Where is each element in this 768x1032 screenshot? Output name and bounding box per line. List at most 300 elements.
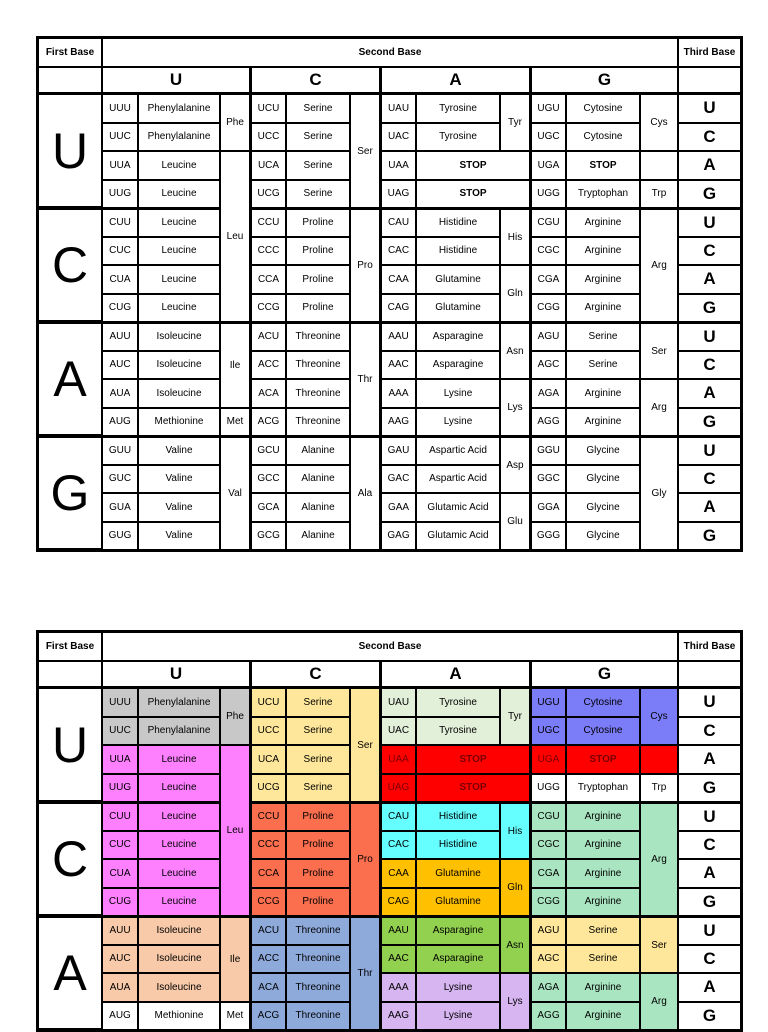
second-base-a: A bbox=[380, 661, 530, 688]
codon-ugg: UGG bbox=[530, 774, 566, 803]
third-base-g: G bbox=[678, 408, 741, 437]
codon-cgc: CGC bbox=[530, 831, 566, 860]
abbr-arg: Arg bbox=[640, 208, 678, 322]
codon-aca: ACA bbox=[250, 379, 286, 408]
amino-acid-gga: Glycine bbox=[566, 493, 640, 522]
amino-acid-auc: Isoleucine bbox=[138, 351, 220, 380]
codon-ccg: CCG bbox=[250, 888, 286, 917]
abbr-ile: Ile bbox=[220, 322, 250, 408]
third-base-a: A bbox=[678, 745, 741, 774]
amino-acid-ggu: Glycine bbox=[566, 436, 640, 465]
codon-ggu: GGU bbox=[530, 436, 566, 465]
codon-gga: GGA bbox=[530, 493, 566, 522]
second-base-c: C bbox=[250, 67, 380, 94]
codon-cgu: CGU bbox=[530, 208, 566, 237]
abbr-cys: Cys bbox=[640, 688, 678, 745]
amino-acid-cag: Glutamine bbox=[416, 294, 500, 323]
codon-auc: AUC bbox=[102, 945, 138, 974]
amino-acid-ugc: Cytosine bbox=[566, 717, 640, 746]
codon-cgg: CGG bbox=[530, 294, 566, 323]
third-base-empty bbox=[678, 661, 741, 688]
codon-cag: CAG bbox=[380, 888, 416, 917]
codon-cgc: CGC bbox=[530, 237, 566, 266]
amino-acid-ccu: Proline bbox=[286, 208, 350, 237]
third-base-a: A bbox=[678, 379, 741, 408]
codon-ugc: UGC bbox=[530, 123, 566, 152]
abbr-gln: Gln bbox=[500, 265, 530, 322]
codon-table-colored bbox=[36, 630, 743, 1032]
codon-ugg: UGG bbox=[530, 180, 566, 209]
first-base-u: U bbox=[38, 94, 102, 208]
abbr-asn: Asn bbox=[500, 322, 530, 379]
amino-acid-uuu: Phenylalanine bbox=[138, 94, 220, 123]
amino-acid-agc: Serine bbox=[566, 945, 640, 974]
amino-acid-uau: Tyrosine bbox=[416, 94, 500, 123]
amino-acid-ccg: Proline bbox=[286, 888, 350, 917]
amino-acid-aaa: Lysine bbox=[416, 973, 500, 1002]
amino-acid-aag: Lysine bbox=[416, 408, 500, 437]
amino-acid-aua: Isoleucine bbox=[138, 379, 220, 408]
abbr-lys: Lys bbox=[500, 379, 530, 436]
third-base-g: G bbox=[678, 1002, 741, 1031]
codon-cuc: CUC bbox=[102, 237, 138, 266]
codon-uug: UUG bbox=[102, 180, 138, 209]
codon-acc: ACC bbox=[250, 945, 286, 974]
codon-ccu: CCU bbox=[250, 802, 286, 831]
codon-acg: ACG bbox=[250, 408, 286, 437]
amino-acid-ccc: Proline bbox=[286, 237, 350, 266]
codon-aca: ACA bbox=[250, 973, 286, 1002]
codon-gca: GCA bbox=[250, 493, 286, 522]
codon-agg: AGG bbox=[530, 1002, 566, 1031]
amino-acid-aug: Methionine bbox=[138, 1002, 220, 1031]
amino-acid-cgc: Arginine bbox=[566, 831, 640, 860]
abbr-his: His bbox=[500, 802, 530, 859]
abbr-gln: Gln bbox=[500, 859, 530, 916]
amino-acid-aau: Asparagine bbox=[416, 916, 500, 945]
codon-cua: CUA bbox=[102, 859, 138, 888]
second-base-c: C bbox=[250, 661, 380, 688]
codon-uuu: UUU bbox=[102, 94, 138, 123]
amino-acid-uag: STOP bbox=[416, 180, 530, 209]
third-base-a: A bbox=[678, 265, 741, 294]
amino-acid-uau: Tyrosine bbox=[416, 688, 500, 717]
abbr-lys: Lys bbox=[500, 973, 530, 1030]
codon-ggg: GGG bbox=[530, 522, 566, 551]
codon-aaa: AAA bbox=[380, 973, 416, 1002]
codon-aua: AUA bbox=[102, 973, 138, 1002]
amino-acid-uga: STOP bbox=[566, 151, 640, 180]
second-base-u: U bbox=[102, 661, 250, 688]
third-base-header: Third Base bbox=[678, 632, 741, 661]
amino-acid-cgg: Arginine bbox=[566, 888, 640, 917]
amino-acid-agg: Arginine bbox=[566, 408, 640, 437]
amino-acid-cca: Proline bbox=[286, 859, 350, 888]
codon-uau: UAU bbox=[380, 688, 416, 717]
codon-cac: CAC bbox=[380, 831, 416, 860]
codon-cug: CUG bbox=[102, 888, 138, 917]
codon-gcg: GCG bbox=[250, 522, 286, 551]
codon-cug: CUG bbox=[102, 294, 138, 323]
abbr-ser: Ser bbox=[640, 322, 678, 379]
amino-acid-cug: Leucine bbox=[138, 294, 220, 323]
amino-acid-gac: Aspartic Acid bbox=[416, 465, 500, 494]
codon-auc: AUC bbox=[102, 351, 138, 380]
codon-aac: AAC bbox=[380, 945, 416, 974]
codon-aga: AGA bbox=[530, 379, 566, 408]
codon-uuc: UUC bbox=[102, 123, 138, 152]
amino-acid-ggg: Glycine bbox=[566, 522, 640, 551]
abbr-leu: Leu bbox=[220, 745, 250, 916]
amino-acid-gau: Aspartic Acid bbox=[416, 436, 500, 465]
amino-acid-cuu: Leucine bbox=[138, 802, 220, 831]
codon-aaa: AAA bbox=[380, 379, 416, 408]
third-base-a: A bbox=[678, 151, 741, 180]
amino-acid-uaa: STOP bbox=[416, 745, 530, 774]
amino-acid-cuc: Leucine bbox=[138, 237, 220, 266]
third-base-c: C bbox=[678, 351, 741, 380]
amino-acid-aag: Lysine bbox=[416, 1002, 500, 1031]
amino-acid-uug: Leucine bbox=[138, 774, 220, 803]
amino-acid-guu: Valine bbox=[138, 436, 220, 465]
codon-cuu: CUU bbox=[102, 802, 138, 831]
abbr-thr: Thr bbox=[350, 916, 380, 1030]
amino-acid-ugu: Cytosine bbox=[566, 94, 640, 123]
amino-acid-gca: Alanine bbox=[286, 493, 350, 522]
abbr-arg: Arg bbox=[640, 973, 678, 1030]
amino-acid-acu: Threonine bbox=[286, 322, 350, 351]
amino-acid-gcg: Alanine bbox=[286, 522, 350, 551]
abbr-cys: Cys bbox=[640, 94, 678, 151]
codon-cau: CAU bbox=[380, 208, 416, 237]
codon-aau: AAU bbox=[380, 916, 416, 945]
second-base-empty bbox=[38, 67, 102, 94]
first-base-a: A bbox=[38, 322, 102, 436]
third-base-u: U bbox=[678, 802, 741, 831]
codon-ucu: UCU bbox=[250, 688, 286, 717]
codon-gua: GUA bbox=[102, 493, 138, 522]
amino-acid-gcc: Alanine bbox=[286, 465, 350, 494]
amino-acid-ucu: Serine bbox=[286, 94, 350, 123]
codon-uaa: UAA bbox=[380, 151, 416, 180]
codon-ucg: UCG bbox=[250, 774, 286, 803]
amino-acid-cua: Leucine bbox=[138, 859, 220, 888]
amino-acid-uuc: Phenylalanine bbox=[138, 717, 220, 746]
amino-acid-uaa: STOP bbox=[416, 151, 530, 180]
third-base-c: C bbox=[678, 237, 741, 266]
codon-ugc: UGC bbox=[530, 717, 566, 746]
codon-uuu: UUU bbox=[102, 688, 138, 717]
codon-uag: UAG bbox=[380, 774, 416, 803]
amino-acid-cuu: Leucine bbox=[138, 208, 220, 237]
amino-acid-cau: Histidine bbox=[416, 802, 500, 831]
codon-ucc: UCC bbox=[250, 123, 286, 152]
codon-aug: AUG bbox=[102, 408, 138, 437]
amino-acid-ucg: Serine bbox=[286, 180, 350, 209]
amino-acid-uga: STOP bbox=[566, 745, 640, 774]
codon-agc: AGC bbox=[530, 945, 566, 974]
amino-acid-cga: Arginine bbox=[566, 859, 640, 888]
codon-uga: UGA bbox=[530, 745, 566, 774]
second-base-header: Second Base bbox=[102, 632, 678, 661]
second-base-empty bbox=[38, 661, 102, 688]
codon-cuc: CUC bbox=[102, 831, 138, 860]
amino-acid-acc: Threonine bbox=[286, 351, 350, 380]
amino-acid-aca: Threonine bbox=[286, 973, 350, 1002]
codon-guu: GUU bbox=[102, 436, 138, 465]
amino-acid-aau: Asparagine bbox=[416, 322, 500, 351]
amino-acid-uuu: Phenylalanine bbox=[138, 688, 220, 717]
codon-ucc: UCC bbox=[250, 717, 286, 746]
codon-acc: ACC bbox=[250, 351, 286, 380]
third-base-g: G bbox=[678, 888, 741, 917]
amino-acid-uag: STOP bbox=[416, 774, 530, 803]
abbr-ala: Ala bbox=[350, 436, 380, 550]
first-base-header: First Base bbox=[38, 38, 102, 67]
abbr-stop bbox=[640, 745, 678, 774]
codon-ccu: CCU bbox=[250, 208, 286, 237]
amino-acid-acg: Threonine bbox=[286, 408, 350, 437]
abbr-gly: Gly bbox=[640, 436, 678, 550]
amino-acid-acc: Threonine bbox=[286, 945, 350, 974]
codon-agc: AGC bbox=[530, 351, 566, 380]
codon-gcc: GCC bbox=[250, 465, 286, 494]
amino-acid-gaa: Glutamic Acid bbox=[416, 493, 500, 522]
abbr-his: His bbox=[500, 208, 530, 265]
abbr-ser: Ser bbox=[640, 916, 678, 973]
amino-acid-cac: Histidine bbox=[416, 237, 500, 266]
amino-acid-ugg: Tryptophan bbox=[566, 180, 640, 209]
codon-cga: CGA bbox=[530, 859, 566, 888]
third-base-empty bbox=[678, 67, 741, 94]
codon-ucu: UCU bbox=[250, 94, 286, 123]
abbr-ile: Ile bbox=[220, 916, 250, 1002]
codon-uca: UCA bbox=[250, 151, 286, 180]
codon-agg: AGG bbox=[530, 408, 566, 437]
abbr-pro: Pro bbox=[350, 802, 380, 916]
amino-acid-gua: Valine bbox=[138, 493, 220, 522]
codon-agu: AGU bbox=[530, 322, 566, 351]
abbr-val: Val bbox=[220, 436, 250, 550]
abbr-phe: Phe bbox=[220, 94, 250, 151]
third-base-c: C bbox=[678, 717, 741, 746]
abbr-trp: Trp bbox=[640, 180, 678, 209]
third-base-a: A bbox=[678, 859, 741, 888]
codon-cca: CCA bbox=[250, 859, 286, 888]
codon-cgg: CGG bbox=[530, 888, 566, 917]
codon-cga: CGA bbox=[530, 265, 566, 294]
abbr-ser: Ser bbox=[350, 94, 380, 208]
codon-aga: AGA bbox=[530, 973, 566, 1002]
abbr-stop bbox=[640, 151, 678, 180]
codon-aua: AUA bbox=[102, 379, 138, 408]
first-base-c: C bbox=[38, 802, 102, 916]
amino-acid-aaa: Lysine bbox=[416, 379, 500, 408]
codon-gau: GAU bbox=[380, 436, 416, 465]
amino-acid-ugg: Tryptophan bbox=[566, 774, 640, 803]
codon-gug: GUG bbox=[102, 522, 138, 551]
amino-acid-cug: Leucine bbox=[138, 888, 220, 917]
amino-acid-ucc: Serine bbox=[286, 123, 350, 152]
codon-auu: AUU bbox=[102, 916, 138, 945]
codon-aac: AAC bbox=[380, 351, 416, 380]
amino-acid-agc: Serine bbox=[566, 351, 640, 380]
codon-aag: AAG bbox=[380, 408, 416, 437]
amino-acid-cca: Proline bbox=[286, 265, 350, 294]
abbr-tyr: Tyr bbox=[500, 688, 530, 745]
codon-table-plain bbox=[36, 36, 743, 552]
amino-acid-uug: Leucine bbox=[138, 180, 220, 209]
codon-cua: CUA bbox=[102, 265, 138, 294]
abbr-arg: Arg bbox=[640, 379, 678, 436]
abbr-met: Met bbox=[220, 408, 250, 437]
abbr-thr: Thr bbox=[350, 322, 380, 436]
amino-acid-ccc: Proline bbox=[286, 831, 350, 860]
first-base-g: G bbox=[38, 436, 102, 550]
codon-gac: GAC bbox=[380, 465, 416, 494]
codon-cgu: CGU bbox=[530, 802, 566, 831]
third-base-g: G bbox=[678, 180, 741, 209]
amino-acid-aac: Asparagine bbox=[416, 351, 500, 380]
amino-acid-cga: Arginine bbox=[566, 265, 640, 294]
amino-acid-aga: Arginine bbox=[566, 973, 640, 1002]
abbr-phe: Phe bbox=[220, 688, 250, 745]
codon-gcu: GCU bbox=[250, 436, 286, 465]
codon-ugu: UGU bbox=[530, 688, 566, 717]
first-base-c: C bbox=[38, 208, 102, 322]
abbr-met: Met bbox=[220, 1002, 250, 1031]
codon-acu: ACU bbox=[250, 916, 286, 945]
abbr-trp: Trp bbox=[640, 774, 678, 803]
third-base-u: U bbox=[678, 916, 741, 945]
amino-acid-cag: Glutamine bbox=[416, 888, 500, 917]
third-base-g: G bbox=[678, 294, 741, 323]
codon-ccg: CCG bbox=[250, 294, 286, 323]
amino-acid-auu: Isoleucine bbox=[138, 916, 220, 945]
amino-acid-auc: Isoleucine bbox=[138, 945, 220, 974]
codon-ucg: UCG bbox=[250, 180, 286, 209]
abbr-tyr: Tyr bbox=[500, 94, 530, 151]
codon-acu: ACU bbox=[250, 322, 286, 351]
amino-acid-ugc: Cytosine bbox=[566, 123, 640, 152]
amino-acid-uac: Tyrosine bbox=[416, 717, 500, 746]
amino-acid-aug: Methionine bbox=[138, 408, 220, 437]
second-base-u: U bbox=[102, 67, 250, 94]
codon-acg: ACG bbox=[250, 1002, 286, 1031]
amino-acid-ugu: Cytosine bbox=[566, 688, 640, 717]
third-base-a: A bbox=[678, 973, 741, 1002]
amino-acid-aua: Isoleucine bbox=[138, 973, 220, 1002]
codon-guc: GUC bbox=[102, 465, 138, 494]
amino-acid-cua: Leucine bbox=[138, 265, 220, 294]
first-base-a: A bbox=[38, 916, 102, 1030]
codon-uua: UUA bbox=[102, 745, 138, 774]
abbr-glu: Glu bbox=[500, 493, 530, 550]
third-base-c: C bbox=[678, 465, 741, 494]
third-base-g: G bbox=[678, 522, 741, 551]
amino-acid-uua: Leucine bbox=[138, 745, 220, 774]
third-base-c: C bbox=[678, 831, 741, 860]
amino-acid-auu: Isoleucine bbox=[138, 322, 220, 351]
amino-acid-caa: Glutamine bbox=[416, 265, 500, 294]
second-base-g: G bbox=[530, 661, 678, 688]
amino-acid-ucc: Serine bbox=[286, 717, 350, 746]
amino-acid-cgu: Arginine bbox=[566, 208, 640, 237]
codon-ugu: UGU bbox=[530, 94, 566, 123]
codon-ccc: CCC bbox=[250, 237, 286, 266]
codon-uag: UAG bbox=[380, 180, 416, 209]
amino-acid-gag: Glutamic Acid bbox=[416, 522, 500, 551]
third-base-u: U bbox=[678, 94, 741, 123]
third-base-u: U bbox=[678, 322, 741, 351]
amino-acid-cuc: Leucine bbox=[138, 831, 220, 860]
amino-acid-uuc: Phenylalanine bbox=[138, 123, 220, 152]
abbr-arg: Arg bbox=[640, 802, 678, 916]
amino-acid-aac: Asparagine bbox=[416, 945, 500, 974]
codon-cuu: CUU bbox=[102, 208, 138, 237]
codon-caa: CAA bbox=[380, 859, 416, 888]
amino-acid-ucu: Serine bbox=[286, 688, 350, 717]
amino-acid-cac: Histidine bbox=[416, 831, 500, 860]
amino-acid-cgc: Arginine bbox=[566, 237, 640, 266]
third-base-u: U bbox=[678, 208, 741, 237]
abbr-pro: Pro bbox=[350, 208, 380, 322]
amino-acid-aga: Arginine bbox=[566, 379, 640, 408]
third-base-header: Third Base bbox=[678, 38, 741, 67]
third-base-g: G bbox=[678, 774, 741, 803]
codon-auu: AUU bbox=[102, 322, 138, 351]
amino-acid-cgg: Arginine bbox=[566, 294, 640, 323]
codon-gag: GAG bbox=[380, 522, 416, 551]
amino-acid-ucg: Serine bbox=[286, 774, 350, 803]
third-base-a: A bbox=[678, 493, 741, 522]
abbr-leu: Leu bbox=[220, 151, 250, 322]
third-base-u: U bbox=[678, 436, 741, 465]
amino-acid-guc: Valine bbox=[138, 465, 220, 494]
codon-uac: UAC bbox=[380, 123, 416, 152]
codon-ggc: GGC bbox=[530, 465, 566, 494]
codon-agu: AGU bbox=[530, 916, 566, 945]
amino-acid-ggc: Glycine bbox=[566, 465, 640, 494]
codon-ccc: CCC bbox=[250, 831, 286, 860]
codon-uau: UAU bbox=[380, 94, 416, 123]
amino-acid-aca: Threonine bbox=[286, 379, 350, 408]
amino-acid-uua: Leucine bbox=[138, 151, 220, 180]
abbr-asn: Asn bbox=[500, 916, 530, 973]
amino-acid-acg: Threonine bbox=[286, 1002, 350, 1031]
codon-uga: UGA bbox=[530, 151, 566, 180]
amino-acid-gug: Valine bbox=[138, 522, 220, 551]
codon-cca: CCA bbox=[250, 265, 286, 294]
codon-aug: AUG bbox=[102, 1002, 138, 1031]
codon-aau: AAU bbox=[380, 322, 416, 351]
second-base-header: Second Base bbox=[102, 38, 678, 67]
second-base-a: A bbox=[380, 67, 530, 94]
amino-acid-acu: Threonine bbox=[286, 916, 350, 945]
codon-cag: CAG bbox=[380, 294, 416, 323]
amino-acid-ccu: Proline bbox=[286, 802, 350, 831]
amino-acid-caa: Glutamine bbox=[416, 859, 500, 888]
codon-cau: CAU bbox=[380, 802, 416, 831]
amino-acid-cgu: Arginine bbox=[566, 802, 640, 831]
first-base-u: U bbox=[38, 688, 102, 802]
codon-uca: UCA bbox=[250, 745, 286, 774]
codon-uua: UUA bbox=[102, 151, 138, 180]
amino-acid-agu: Serine bbox=[566, 916, 640, 945]
amino-acid-gcu: Alanine bbox=[286, 436, 350, 465]
third-base-c: C bbox=[678, 945, 741, 974]
amino-acid-agg: Arginine bbox=[566, 1002, 640, 1031]
